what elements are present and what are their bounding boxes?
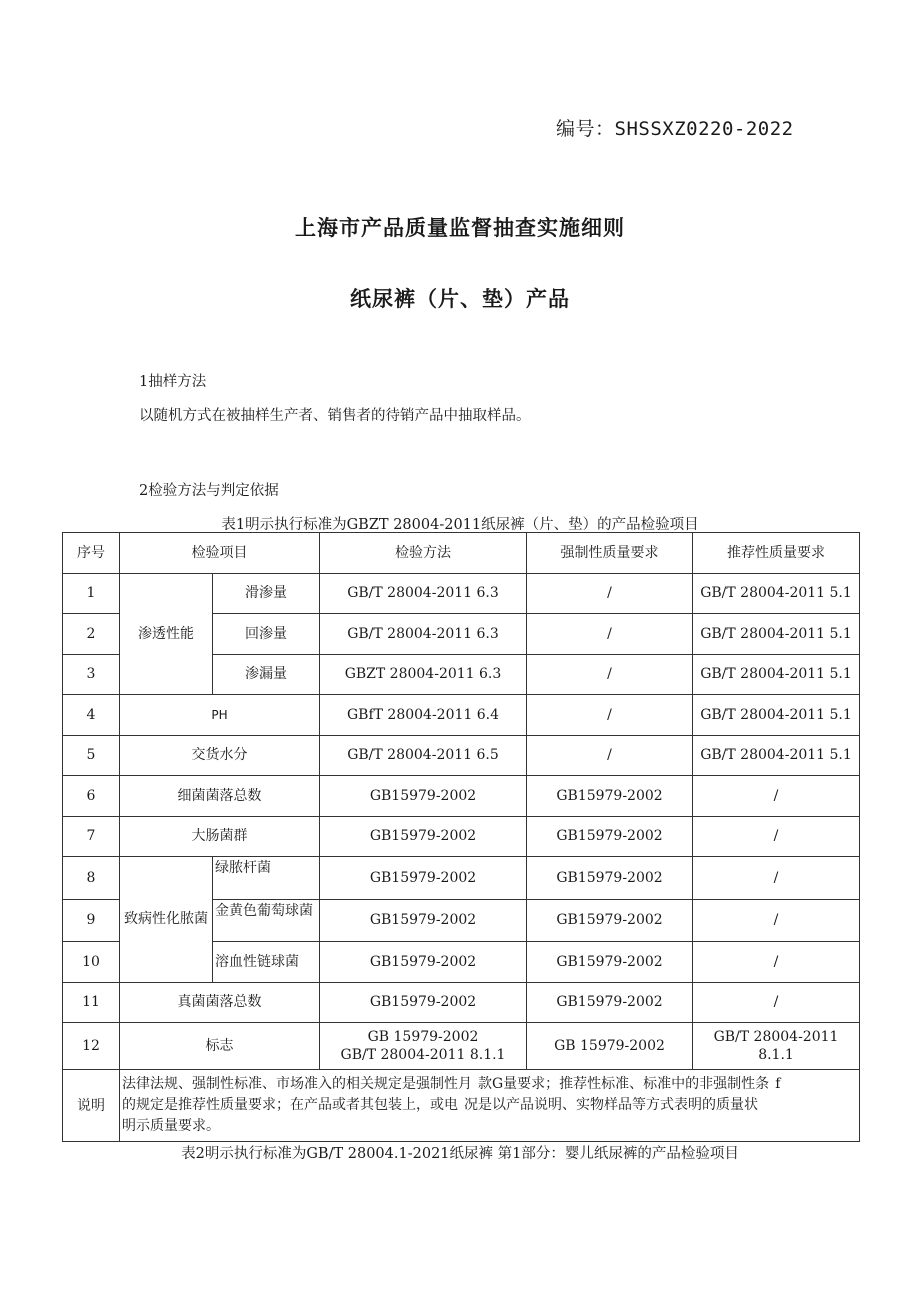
row-no: 8 [63, 857, 120, 900]
row-recommended [693, 1023, 860, 1070]
table-2-caption: 表2明示执行标准为GB/T 28004.1-2021纸尿裤 第1部分：婴儿纸尿裤的产品检验项目 [181, 1146, 739, 1162]
row-mandatory: / [527, 573, 693, 614]
table-row [63, 1023, 860, 1070]
table-1-caption: 表1明示执行标准为GBZT 28004-2011纸尿裤（片、垫）的产品检验项目 [221, 517, 699, 533]
row-mandatory: / [527, 735, 693, 776]
row-no: 12 [63, 1023, 120, 1070]
row-item: 标志 [120, 1023, 320, 1070]
row-method: GB15979-2002 [320, 776, 527, 817]
row-no: 10 [63, 942, 120, 983]
document-number: 编号：SHSSXZ0220-2022 [556, 118, 794, 140]
table-row [63, 573, 860, 614]
row-method: GB/T 28004-2011 6.3 [320, 573, 527, 614]
row-no: 9 [63, 899, 120, 942]
note-line-1 [122, 1074, 857, 1095]
header-recommended: 推荐性质量要求 [693, 533, 860, 574]
row-method: GB/T 28004-2011 6.5 [320, 735, 527, 776]
section-1-heading: 1抽样方法 [139, 374, 207, 390]
row-mandatory: / [527, 654, 693, 695]
note-line-2 [122, 1095, 857, 1116]
note-text [120, 1070, 860, 1142]
row-no: 1 [63, 573, 120, 614]
table-row [63, 982, 860, 1023]
row-mandatory: GB15979-2002 [527, 899, 693, 942]
header-item: 检验项目 [120, 533, 320, 574]
note-line-2-b: 况是以产品说明、实物样品等方式表明的质量状 [464, 1097, 758, 1113]
row-recommended: / [693, 942, 860, 983]
row-method [320, 1023, 527, 1070]
note-row [63, 1070, 860, 1142]
note-line-1-c: f [775, 1076, 781, 1092]
row-no: 5 [63, 735, 120, 776]
table-row [63, 695, 860, 736]
row-recommended: / [693, 816, 860, 857]
row-no: 11 [63, 982, 120, 1023]
note-line-1-a: 法律法规、强制性标准、市场准入的相关规定是强制性月 [122, 1076, 472, 1092]
table-row [63, 816, 860, 857]
group-permeability: 渗透性能 [120, 573, 213, 695]
row-method: GB15979-2002 [320, 857, 527, 900]
row-item: 金黄色葡萄球菌 [213, 899, 320, 942]
row-method: GB15979-2002 [320, 899, 527, 942]
row-mandatory: GB15979-2002 [527, 942, 693, 983]
row-no: 7 [63, 816, 120, 857]
row-method: GBfT 28004-2011 6.4 [320, 695, 527, 736]
row-mandatory: GB15979-2002 [527, 982, 693, 1023]
row-item: 交货水分 [120, 735, 320, 776]
recommended-line-1: GB/T 28004-2011 [713, 1029, 839, 1045]
row-mandatory: / [527, 695, 693, 736]
row-mandatory: GB15979-2002 [527, 816, 693, 857]
note-line-3: 明示质量要求。 [122, 1118, 220, 1134]
row-recommended: GB/T 28004-2011 5.1 [693, 695, 860, 736]
row-no: 2 [63, 614, 120, 655]
inspection-items-table [62, 532, 860, 1142]
group-pathogen: 致病性化脓菌 [120, 857, 213, 983]
row-item: 大肠菌群 [120, 816, 320, 857]
row-item: 渗漏量 [213, 654, 320, 695]
row-mandatory: GB15979-2002 [527, 776, 693, 817]
section-1-body: 以随机方式在被抽样生产者、销售者的待销产品中抽取样品。 [139, 408, 531, 424]
row-mandatory: GB15979-2002 [527, 857, 693, 900]
row-method: GB15979-2002 [320, 816, 527, 857]
row-mandatory: GB 15979-2002 [527, 1023, 693, 1070]
row-recommended: GB/T 28004-2011 5.1 [693, 654, 860, 695]
header-method: 检验方法 [320, 533, 527, 574]
method-line-2: GB/T 28004-2011 8.1.1 [340, 1047, 506, 1063]
sub-title: 纸尿裤（片、垫）产品 [350, 287, 570, 311]
table-row [63, 735, 860, 776]
row-recommended: GB/T 28004-2011 5.1 [693, 735, 860, 776]
row-item: 细菌菌落总数 [120, 776, 320, 817]
row-method: GB/T 28004-2011 6.3 [320, 614, 527, 655]
row-no: 3 [63, 654, 120, 695]
header-no: 序号 [63, 533, 120, 574]
row-method: GB15979-2002 [320, 982, 527, 1023]
note-label: 说明 [63, 1070, 120, 1142]
section-2-heading: 2检验方法与判定依据 [139, 483, 279, 499]
row-recommended: / [693, 899, 860, 942]
row-item: 滑渗量 [213, 573, 320, 614]
row-method: GBZT 28004-2011 6.3 [320, 654, 527, 695]
row-mandatory: / [527, 614, 693, 655]
note-line-1-b: 款G量要求；推荐性标准、标准中的非强制性条 [478, 1076, 770, 1092]
row-no: 4 [63, 695, 120, 736]
main-title: 上海市产品质量监督抽查实施细则 [295, 216, 625, 240]
table-row [63, 776, 860, 817]
row-no: 6 [63, 776, 120, 817]
row-method: GB15979-2002 [320, 942, 527, 983]
row-recommended: / [693, 776, 860, 817]
row-recommended: GB/T 28004-2011 5.1 [693, 573, 860, 614]
table-row [63, 857, 860, 900]
row-recommended: / [693, 982, 860, 1023]
row-item: PH [120, 695, 320, 736]
row-recommended: GB/T 28004-2011 5.1 [693, 614, 860, 655]
row-recommended: / [693, 857, 860, 900]
header-mandatory: 强制性质量要求 [527, 533, 693, 574]
row-item: 绿脓杆菌 [213, 857, 320, 900]
method-line-1: GB 15979-2002 [367, 1029, 479, 1045]
table-header-row [63, 533, 860, 574]
note-line-2-a: 的规定是推荐性质量要求；在产品或者其包装上，或电 [122, 1097, 458, 1113]
row-item: 溶血性链球菌 [213, 942, 320, 983]
row-item: 回渗量 [213, 614, 320, 655]
row-item: 真菌菌落总数 [120, 982, 320, 1023]
recommended-line-2: 8.1.1 [758, 1047, 794, 1063]
